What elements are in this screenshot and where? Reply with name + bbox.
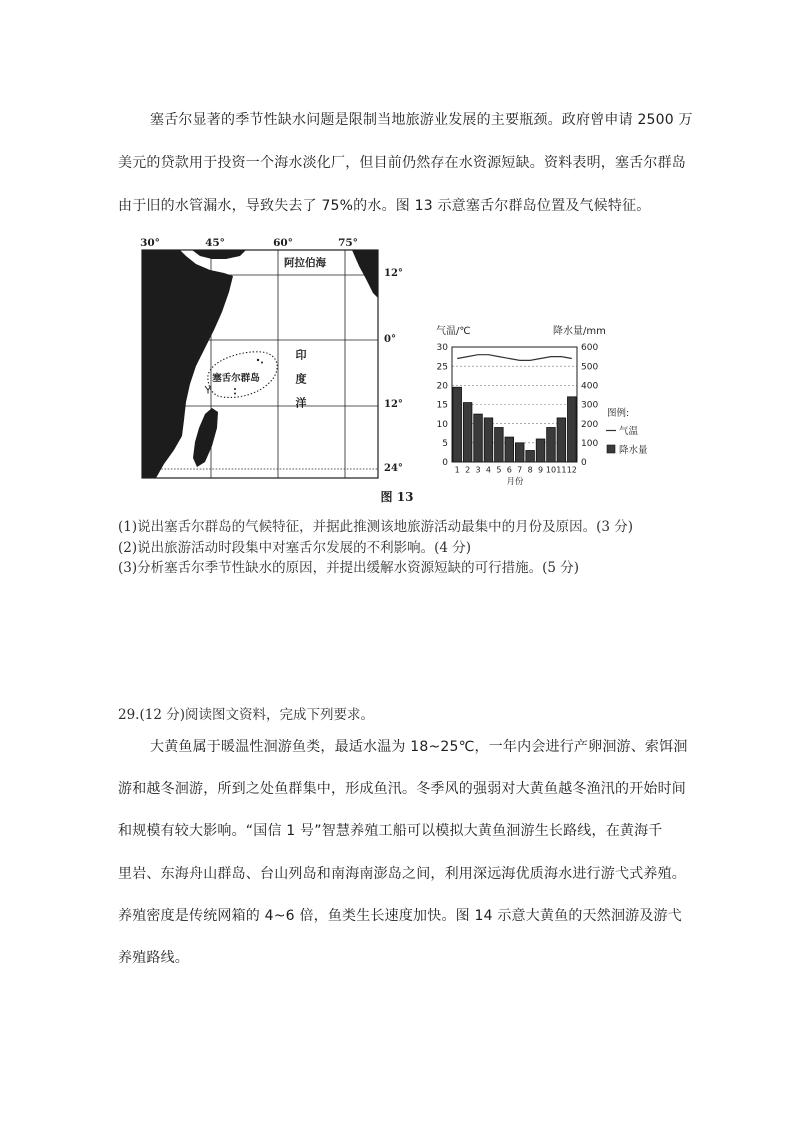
y-right-tick-label: 300 — [581, 400, 599, 411]
x-tick-label: 4 — [485, 465, 492, 475]
paragraph-line: 养殖密度是传统网箱的 4~6 倍，鱼类生长速度加快。图 14 示意大黄鱼的天然洄游及游弋 — [118, 907, 682, 924]
y-left-tick-label: 0 — [442, 458, 448, 469]
island-dot — [261, 362, 263, 364]
x-tick-label: 11 — [556, 465, 567, 475]
legend-temperature-label: 气温 — [619, 426, 639, 437]
y-right-tick-label: 400 — [581, 381, 599, 392]
sub-question: (3)分析塞舌尔季节性缺水的原因，并提出缓解水资源短缺的可行措施。(5 分) — [118, 560, 580, 576]
x-tick-label: 2 — [465, 465, 471, 475]
seychelles-label: 塞舌尔群岛 — [212, 373, 260, 384]
chart-legend — [606, 407, 648, 456]
temperature-line — [457, 355, 572, 361]
legend-precipitation-label: 降水量 — [619, 445, 648, 456]
figure-caption: 图 13 — [380, 490, 414, 504]
precipitation-bar — [453, 387, 462, 462]
sub-question: (2)说出旅游活动时段集中对塞舌尔发展的不利影响。(4 分) — [118, 539, 472, 556]
y-left-tick-label: 15 — [436, 400, 448, 411]
precipitation-bar — [484, 418, 493, 462]
latitude-label: 12° — [384, 268, 403, 279]
y-left-tick-label: 10 — [436, 419, 448, 430]
y-right-tick-label: 500 — [581, 362, 599, 373]
paragraph-line: 美元的贷款用于投资一个海水淡化厂，但目前仍然存在水资源短缺。资料表明，塞舌尔群岛 — [118, 155, 686, 171]
y-left-tick-label: 25 — [436, 362, 448, 373]
legend-bar-swatch — [607, 445, 615, 453]
temperature-series — [457, 355, 572, 361]
x-tick-label: 7 — [517, 465, 523, 475]
y-right-tick-label: 200 — [581, 419, 599, 430]
y-left-axis-title: 气温/℃ — [436, 326, 471, 337]
x-tick-label: 8 — [527, 465, 533, 475]
latitude-label: 0° — [384, 334, 396, 345]
y-left-tick-label: 30 — [436, 343, 448, 354]
paragraph-line: 游和越冬洄游，所到之处鱼群集中，形成鱼汛。冬季风的强弱对大黄鱼越冬渔汛的开始时间 — [118, 781, 686, 798]
location-map — [140, 237, 403, 478]
x-tick-label: 9 — [537, 465, 544, 475]
arabian-sea-label: 阿拉伯海 — [284, 257, 326, 269]
precipitation-series — [453, 387, 576, 462]
legend-title: 图例: — [607, 408, 630, 419]
x-tick-label: 1 — [454, 465, 460, 475]
longitude-label: 60° — [273, 237, 293, 249]
paragraph-line: 里岩、东海舟山群岛、台山列岛和南海南澎岛之间，利用深远海优质海水进行游弋式养殖。 — [118, 865, 686, 882]
precipitation-bar — [547, 428, 556, 463]
indian-ocean-label: 印度洋 — [294, 349, 307, 421]
precipitation-bar — [567, 397, 576, 462]
climate-chart — [436, 324, 648, 487]
paragraph-line: 养殖路线。 — [118, 949, 189, 966]
precipitation-bar — [515, 443, 524, 462]
precipitation-bar — [495, 428, 504, 463]
x-tick-label: 6 — [506, 465, 512, 475]
y-left-tick-label: 20 — [436, 381, 448, 392]
intro-paragraph — [118, 99, 693, 228]
island-dot — [257, 359, 259, 361]
precipitation-bar — [463, 403, 472, 462]
paragraph-line: 由于旧的水管漏水，导致失去了 75%的水。图 13 示意塞舌尔群岛位置及气候特征。 — [118, 198, 651, 214]
sub-question-list — [118, 517, 633, 579]
y-left-tick-label: 5 — [442, 439, 448, 450]
x-tick-label: 12 — [566, 465, 577, 475]
figure-13 — [125, 228, 655, 508]
latitude-label: 12° — [384, 399, 403, 410]
sub-question: (1)说出塞舌尔群岛的气候特征，并据此推测该地旅游活动最集中的月份及原因。(3 分) — [118, 519, 634, 535]
x-tick-label: 3 — [475, 465, 481, 475]
island-dot — [234, 393, 236, 395]
longitude-label: 30° — [140, 237, 160, 249]
precipitation-bar — [526, 451, 535, 463]
island-dot — [234, 388, 236, 390]
x-tick-label: 10 — [545, 465, 557, 475]
precipitation-bar — [536, 439, 545, 462]
paragraph-line: 和规模有较大影响。“国信 1 号”智慧养殖工船可以模拟大黄鱼洄游生长路线，在黄海千 — [118, 823, 663, 840]
precipitation-bar — [505, 437, 514, 462]
precipitation-bar — [557, 418, 566, 462]
precipitation-bar — [474, 414, 483, 462]
y-right-tick-label: 100 — [581, 439, 599, 450]
y-right-tick-label: 600 — [581, 343, 599, 354]
question-29-header: 29.(12 分)阅读图文资料，完成下列要求。 — [118, 707, 374, 723]
question-29-paragraph — [118, 726, 688, 979]
longitude-label: 45° — [205, 237, 225, 249]
latitude-label: 24° — [384, 463, 403, 474]
paragraph-line: 大黄鱼属于暖温性洄游鱼类，最适水温为 18~25℃，一年内会进行产卵洄游、索饵洄 — [150, 739, 688, 755]
longitude-label: 75° — [338, 237, 358, 249]
x-axis-title: 月份 — [506, 477, 524, 487]
x-tick-label: 5 — [496, 465, 502, 475]
paragraph-line: 塞舌尔显著的季节性缺水问题是限制当地旅游业发展的主要瓶颈。政府曾申请 2500 万 — [150, 112, 693, 128]
y-right-tick-label: 0 — [581, 458, 587, 469]
y-right-axis-title: 降水量/mm — [553, 326, 606, 337]
